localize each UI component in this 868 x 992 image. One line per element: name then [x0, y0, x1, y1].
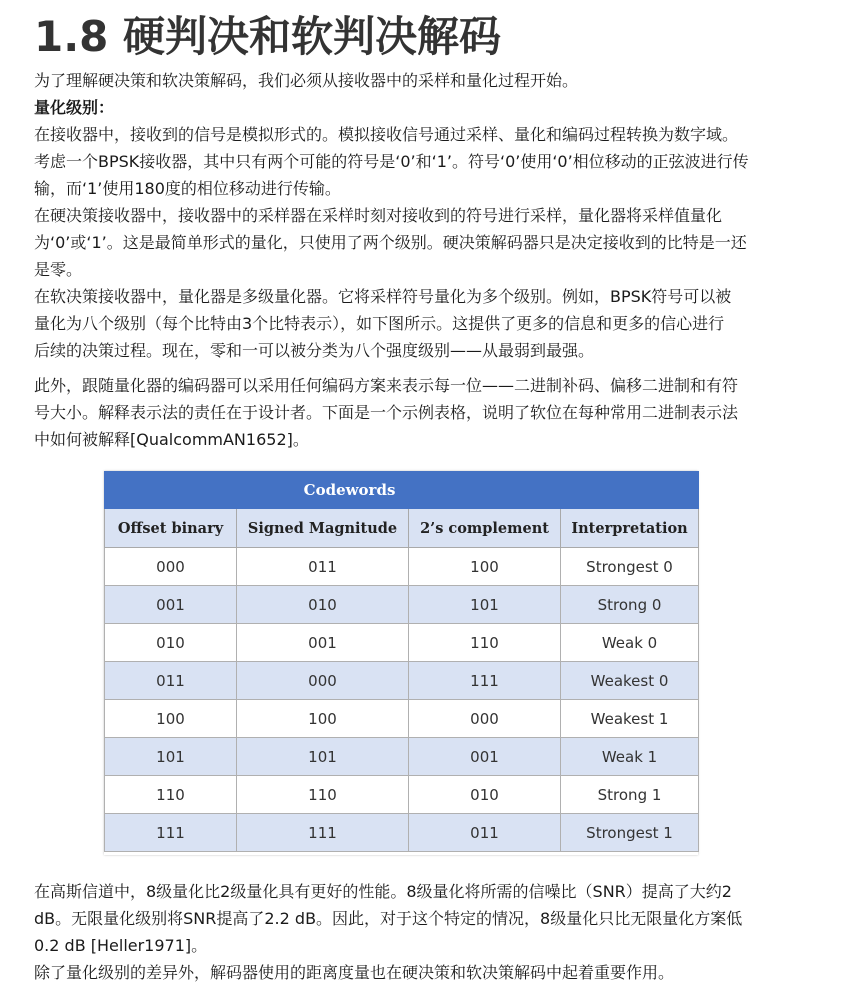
encoder-paragraph — [34, 372, 834, 453]
table-cell: 101 — [237, 738, 409, 776]
table-row — [105, 548, 699, 586]
table-cell: 111 — [237, 814, 409, 852]
text-line: 此外，跟随量化器的编码器可以采用任何编码方案来表示每一位——二进制补码、偏移二进制和有符 — [34, 376, 739, 395]
table-cell: Strong 0 — [561, 586, 699, 624]
table-row — [105, 776, 699, 814]
table-cell: 100 — [237, 700, 409, 738]
table-cell: Strongest 0 — [561, 548, 699, 586]
text-line: 量化为八个级别（每个比特由3个比特表示），如下图所示。这提供了更多的信息和更多的信心进行 — [34, 314, 725, 333]
gaussian-channel-paragraph — [34, 878, 834, 959]
table-title: Codewords — [105, 472, 699, 509]
table-cell: 110 — [409, 624, 561, 662]
header-interpretation: Interpretation — [561, 509, 699, 548]
text-line: 在软决策接收器中，量化器是多级量化器。它将采样符号量化为多个级别。例如，BPSK符号可以被 — [34, 287, 732, 306]
table-cell: 000 — [237, 662, 409, 700]
text-line: dB。无限量化级别将SNR提高了2.2 dB。因此，对于这个特定的情况，8级量化只比无限量化方案低 — [34, 909, 743, 928]
table-cell: 010 — [105, 624, 237, 662]
table-row — [105, 586, 699, 624]
table-cell: Weakest 0 — [561, 662, 699, 700]
table-cell: 111 — [409, 662, 561, 700]
intro-paragraph: 为了理解硬决策和软决策解码，我们必须从接收器中的采样和量化过程开始。 — [34, 71, 579, 90]
text-line: 号大小。解释表示法的责任在于设计者。下面是一个示例表格，说明了软位在每种常用二进制表示法 — [34, 403, 739, 422]
table-cell: 101 — [409, 586, 561, 624]
table-row — [105, 814, 699, 852]
table-cell: 011 — [105, 662, 237, 700]
text-line: 输，而‘1’使用180度的相位移动进行传输。 — [34, 179, 341, 198]
table-cell: 110 — [237, 776, 409, 814]
table-row — [105, 624, 699, 662]
table-cell: 010 — [237, 586, 409, 624]
table-cell: 111 — [105, 814, 237, 852]
soft-decision-paragraph — [34, 283, 834, 364]
text-line: 在接收器中，接收到的信号是模拟形式的。模拟接收信号通过采样、量化和编码过程转换为数字域。 — [34, 125, 739, 144]
header-signed-magnitude: Signed Magnitude — [237, 509, 409, 548]
receiver-paragraph — [34, 121, 834, 202]
table-cell: 001 — [237, 624, 409, 662]
header-offset-binary: Offset binary — [105, 509, 237, 548]
text-line: 中如何被解释[QualcommAN1652]。 — [34, 430, 309, 449]
table-cell: Weak 0 — [561, 624, 699, 662]
hard-decision-paragraph — [34, 202, 834, 283]
text-line: 在硬决策接收器中，接收器中的采样器在采样时刻对接收到的符号进行采样，量化器将采样值量化 — [34, 206, 723, 225]
quantization-subheading: 量化级别： — [34, 98, 115, 117]
table-cell: Weak 1 — [561, 738, 699, 776]
text-line: 考虑一个BPSK接收器，其中只有两个可能的符号是‘0’和‘1’。符号‘0’使用‘0’相位移动的正弦波进行传 — [34, 152, 749, 171]
table-row — [105, 738, 699, 776]
table-cell: 011 — [409, 814, 561, 852]
table-cell: 010 — [409, 776, 561, 814]
table-cell: 001 — [105, 586, 237, 624]
codewords-table — [104, 471, 699, 852]
table-cell: Weakest 1 — [561, 700, 699, 738]
table-cell: 110 — [105, 776, 237, 814]
text-line: 后续的决策过程。现在，零和一可以被分类为八个强度级别——从最弱到最强。 — [34, 341, 595, 360]
text-line: 为‘0’或‘1’。这是最简单形式的量化，只使用了两个级别。硬决策解码器只是决定接收到的比特是一还 — [34, 233, 747, 252]
codewords-table-figure — [104, 471, 698, 855]
table-cell: 000 — [409, 700, 561, 738]
header-twos-complement: 2’s complement — [409, 509, 561, 548]
table-cell: 011 — [237, 548, 409, 586]
text-line: 在高斯信道中，8级量化比2级量化具有更好的性能。8级量化将所需的信噪比（SNR）提高了大约2 — [34, 882, 732, 901]
table-cell: 000 — [105, 548, 237, 586]
table-cell: Strongest 1 — [561, 814, 699, 852]
text-line: 0.2 dB [Heller1971]。 — [34, 936, 208, 955]
table-cell: 100 — [105, 700, 237, 738]
text-line: 是零。 — [34, 260, 83, 279]
table-row — [105, 662, 699, 700]
distance-metric-paragraph: 除了量化级别的差异外，解码器使用的距离度量也在硬决策和软决策解码中起着重要作用。 — [34, 963, 675, 982]
table-cell: 001 — [409, 738, 561, 776]
table-cell: 101 — [105, 738, 237, 776]
table-row — [105, 700, 699, 738]
table-cell: Strong 1 — [561, 776, 699, 814]
section-title: 1.8 硬判决和软判决解码 — [34, 12, 502, 61]
table-cell: 100 — [409, 548, 561, 586]
